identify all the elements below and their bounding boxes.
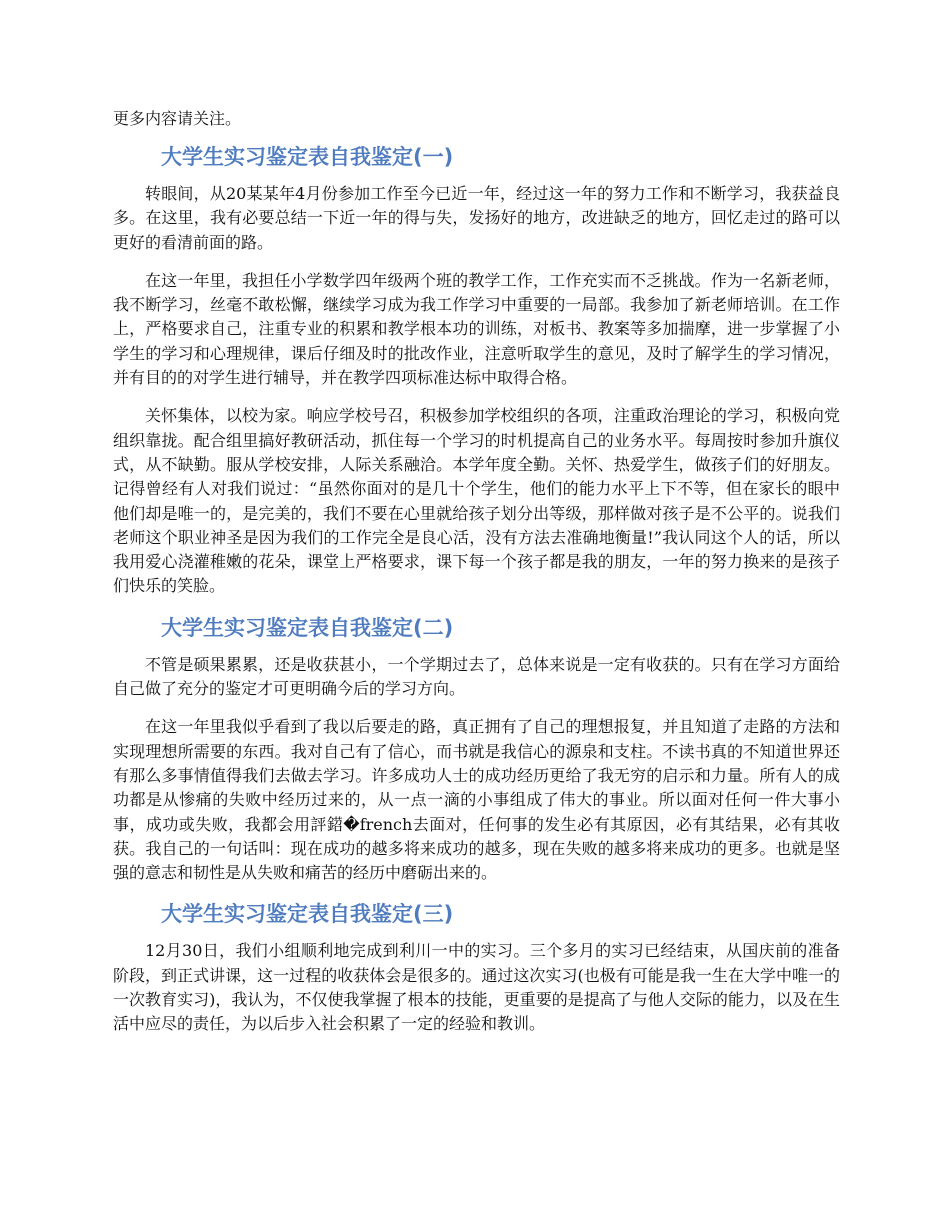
section-1	[113, 142, 840, 599]
section-1-paragraph-1: 转眼间，从20某某年4月份参加工作至今已近一年，经过这一年的努力工作和不断学习，我获益良多。在这里，我有必要总结一下近一年的得与失，发扬好的地方，改进缺乏的地方，回忆走过的路可以更好的看清前面的路。	[113, 184, 840, 252]
document-page	[113, 106, 840, 1051]
section-3-paragraph-1: 12月30日，我们小组顺利地完成到利川一中的实习。三个多月的实习已经结束，从国庆前的准备阶段，到正式讲课，这一过程的收获体会是很多的。通过这次实习(也极有可能是我一生在大学中唯一的一次教育实习)，我认为，不仅使我掌握了根本的技能，更重要的是提高了与他人交际的能力，以及在生活中应尽的责任，为以后步入社会积累了一定的经验和教训。	[113, 941, 840, 1034]
section-2-paragraph-1: 不管是硕果累累，还是收获甚小，一个学期过去了，总体来说是一定有收获的。只有在学习方面给自己做了充分的鉴定才可更明确今后的学习方向。	[113, 654, 840, 699]
section-2-paragraph-2: 在这一年里我似乎看到了我以后要走的路，真正拥有了自己的理想报复，并且知道了走路的方法和实现理想所需要的东西。我对自己有了信心，而书就是我信心的源泉和支柱。不读书真的不知道世界还有那么多事情值得我们去做去学习。许多成功人士的成功经历更给了我无穷的启示和力量。所有人的成功都是从惨痛的失败中经历过来的，从一点一滴的小事组成了伟大的事业。所以面对任何一件大事小事，成功或失败，我都会用評鍣�french去面对，任何事的发生必有其原因，必有其结果，必有其收获。我自己的一句话叫：现在成功的越多将来成功的越多，现在失败的越多将来成功的更多。也就是坚强的意志和韧性是从失败和痛苦的经历中磨砺出来的。	[113, 717, 840, 883]
section-2-title: 大学生实习鉴定表自我鉴定(二)	[161, 615, 454, 640]
section-2	[113, 613, 840, 886]
lead-text: 更多内容请关注。	[113, 109, 242, 128]
section-1-paragraph-2: 在这一年里，我担任小学数学四年级两个班的教学工作，工作充实而不乏挑战。作为一名新老师，我不断学习，丝毫不敢松懈，继续学习成为我工作学习中重要的一局部。我参加了新老师培训。在工作上，严格要求自己，注重专业的积累和教学根本功的训练，对板书、教案等多加揣摩，进一步掌握了小学生的学习和心理规律，课后仔细及时的批改作业，注意听取学生的意见，及时了解学生的学习情况，并有目的的对学生进行辅导，并在教学四项标准达标中取得合格。	[113, 270, 840, 388]
section-1-paragraph-3: 关怀集体，以校为家。响应学校号召，积极参加学校组织的各项，注重政治理论的学习，积极向党组织靠拢。配合组里搞好教研活动，抓住每一个学习的时机提高自己的业务水平。每周按时参加升旗仪式，从不缺勤。服从学校安排，人际关系融洽。本学年度全勤。关怀、热爱学生，做孩子们的好朋友。记得曾经有人对我们说过：“虽然你面对的是几十个学生，他们的能力水平上下不等，但在家长的眼中他们却是唯一的，是完美的，我们不要在心里就给孩子划分出等级，那样做对孩子是不公平的。说我们老师这个职业神圣是因为我们的工作完全是良心活，没有方法去准确地衡量!”我认同这个人的话，所以我用爱心浇灌稚嫩的花朵，课堂上严格要求，课下每一个孩子都是我的朋友，一年的努力换来的是孩子们快乐的笑脸。	[113, 406, 840, 596]
section-1-title: 大学生实习鉴定表自我鉴定(一)	[161, 145, 454, 169]
section-3-title: 大学生实习鉴定表自我鉴定(三)	[161, 902, 454, 927]
section-3	[113, 899, 840, 1036]
